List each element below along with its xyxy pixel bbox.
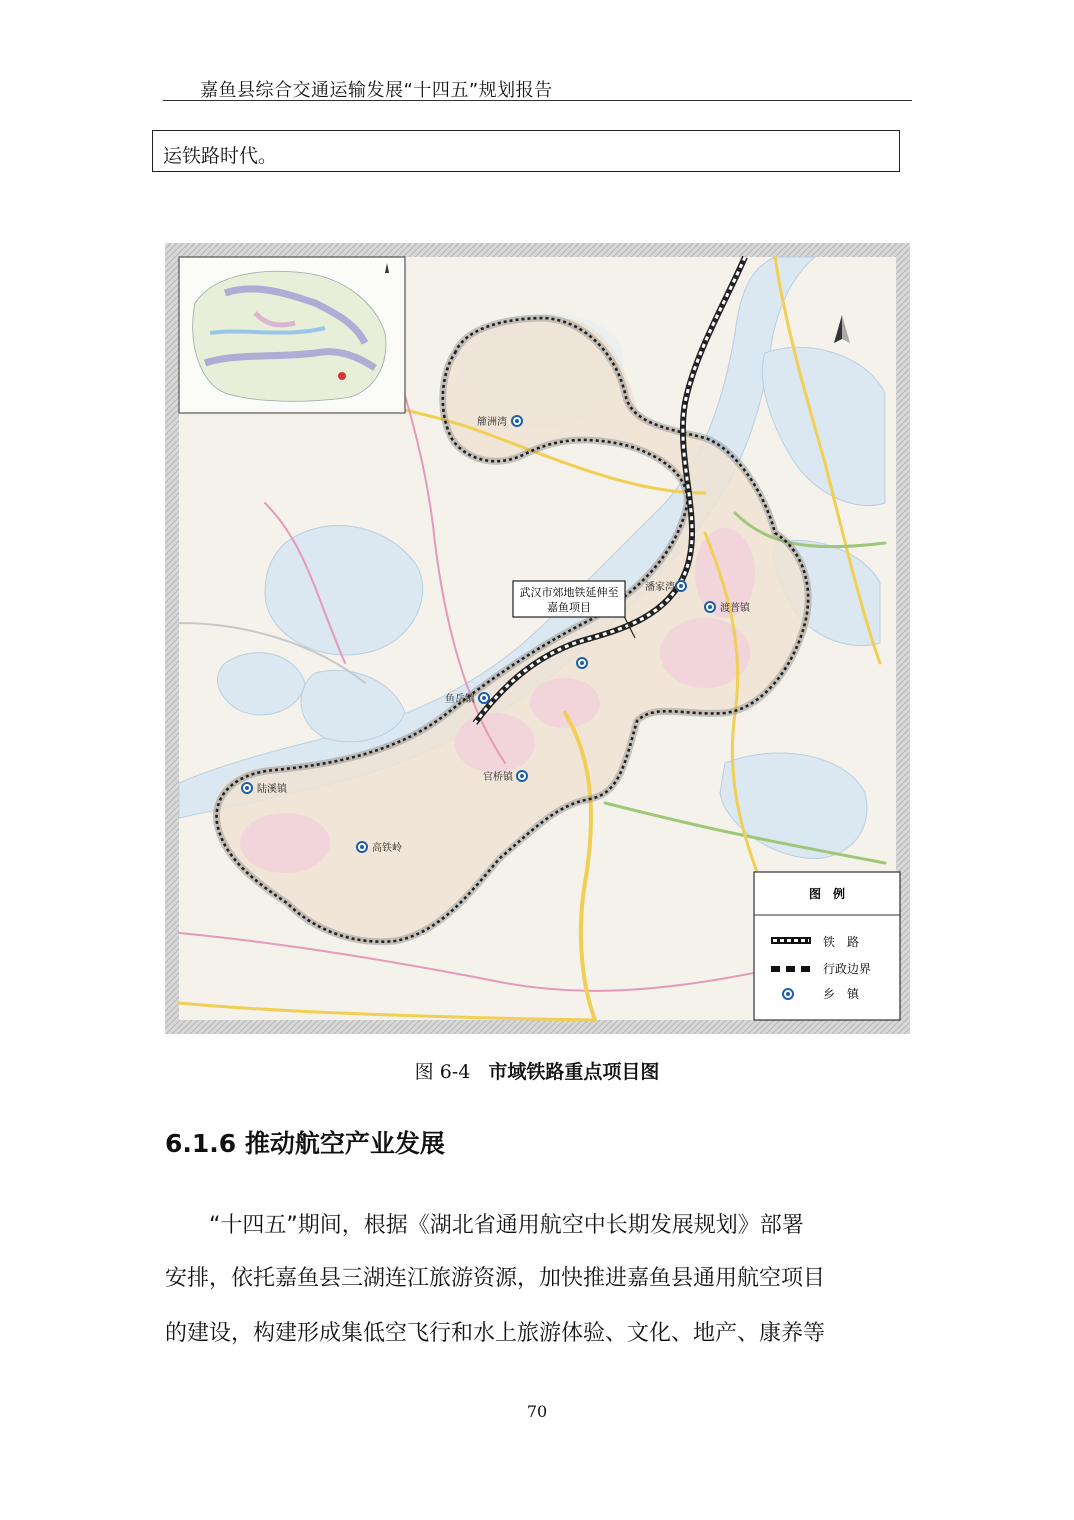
svg-text:行政边界: 行政边界 (823, 962, 872, 976)
town-yuyue (445, 692, 489, 705)
legend-title: 图 例 (808, 887, 846, 901)
town-panjiawan (645, 580, 686, 593)
section-heading: 6.1.6 推动航空产业发展 (165, 1129, 445, 1158)
town-guanqiao (483, 770, 527, 783)
figure-title: 市域铁路重点项目图 (488, 1061, 660, 1083)
town-luxi (242, 782, 288, 795)
town-dupu (705, 601, 751, 614)
boxed-text-frame (152, 130, 900, 172)
svg-text:鱼岳镇: 鱼岳镇 (445, 694, 475, 705)
svg-text:铁 路: 铁 路 (823, 935, 860, 949)
svg-text:官桥镇: 官桥镇 (483, 772, 513, 783)
map-legend (754, 872, 900, 1020)
paragraph-line-1: “十四五”期间，根据《湖北省通用航空中长期发展规划》部署 (209, 1213, 804, 1238)
figure-caption (0, 1057, 1074, 1084)
header-rule (163, 100, 912, 101)
svg-text:陆溪镇: 陆溪镇 (257, 784, 287, 795)
callout-line1: 武汉市郊地铁延伸至 (519, 586, 619, 599)
boxed-text: 运铁路时代。 (163, 145, 278, 167)
paragraph-line-3: 的建设，构建形成集低空飞行和水上旅游体验、文化、地产、康养等 (165, 1321, 826, 1346)
paragraph-line-2: 安排，依托嘉鱼县三湖连江旅游资源，加快推进嘉鱼县通用航空项目 (165, 1266, 826, 1291)
inset-location-map (179, 257, 405, 413)
page-number: 70 (526, 1402, 548, 1421)
svg-text:乡 镇: 乡 镇 (823, 987, 860, 1001)
town-nameless (577, 658, 587, 668)
running-header: 嘉鱼县综合交通运输发展“十四五”规划报告 (200, 80, 553, 101)
town-gaotieling (357, 841, 402, 854)
town-pazhouwan (477, 415, 522, 428)
svg-text:簰洲湾: 簰洲湾 (477, 417, 507, 428)
callout-line2: 嘉鱼项目 (547, 601, 591, 614)
svg-text:潘家湾: 潘家湾 (645, 582, 675, 593)
railway-project-map (165, 243, 910, 1034)
svg-text:高铁岭: 高铁岭 (372, 843, 402, 854)
figure-number: 图 6-4 (414, 1061, 471, 1083)
svg-text:渡普镇: 渡普镇 (720, 603, 750, 614)
